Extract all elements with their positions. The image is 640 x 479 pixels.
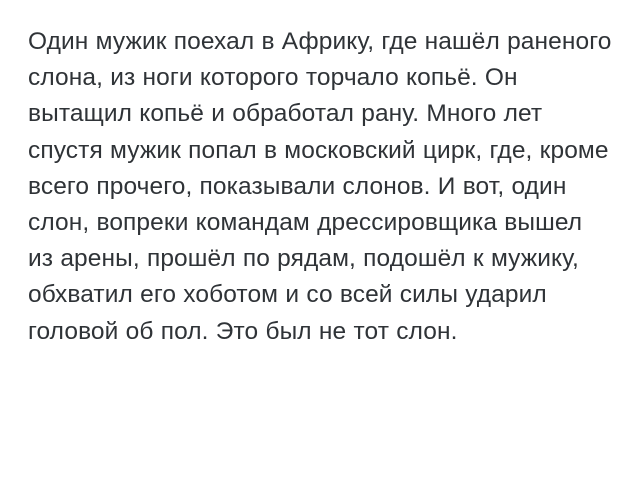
story-paragraph: Один мужик поехал в Африку, где нашёл раненого слона, из ноги которого торчало копьё. Он вытащил копьё и обработал рану. Много лет спустя мужик попал в московский цирк, где, кроме всего прочего, показывали слонов. И вот, один слон, вопреки командам дрессировщика вышел из арены, прошёл по рядам, подошёл к мужику, обхватил его хоботом и со всей силы ударил головой об пол. Это был не тот слон. (28, 28, 612, 345)
text-block (28, 24, 612, 350)
